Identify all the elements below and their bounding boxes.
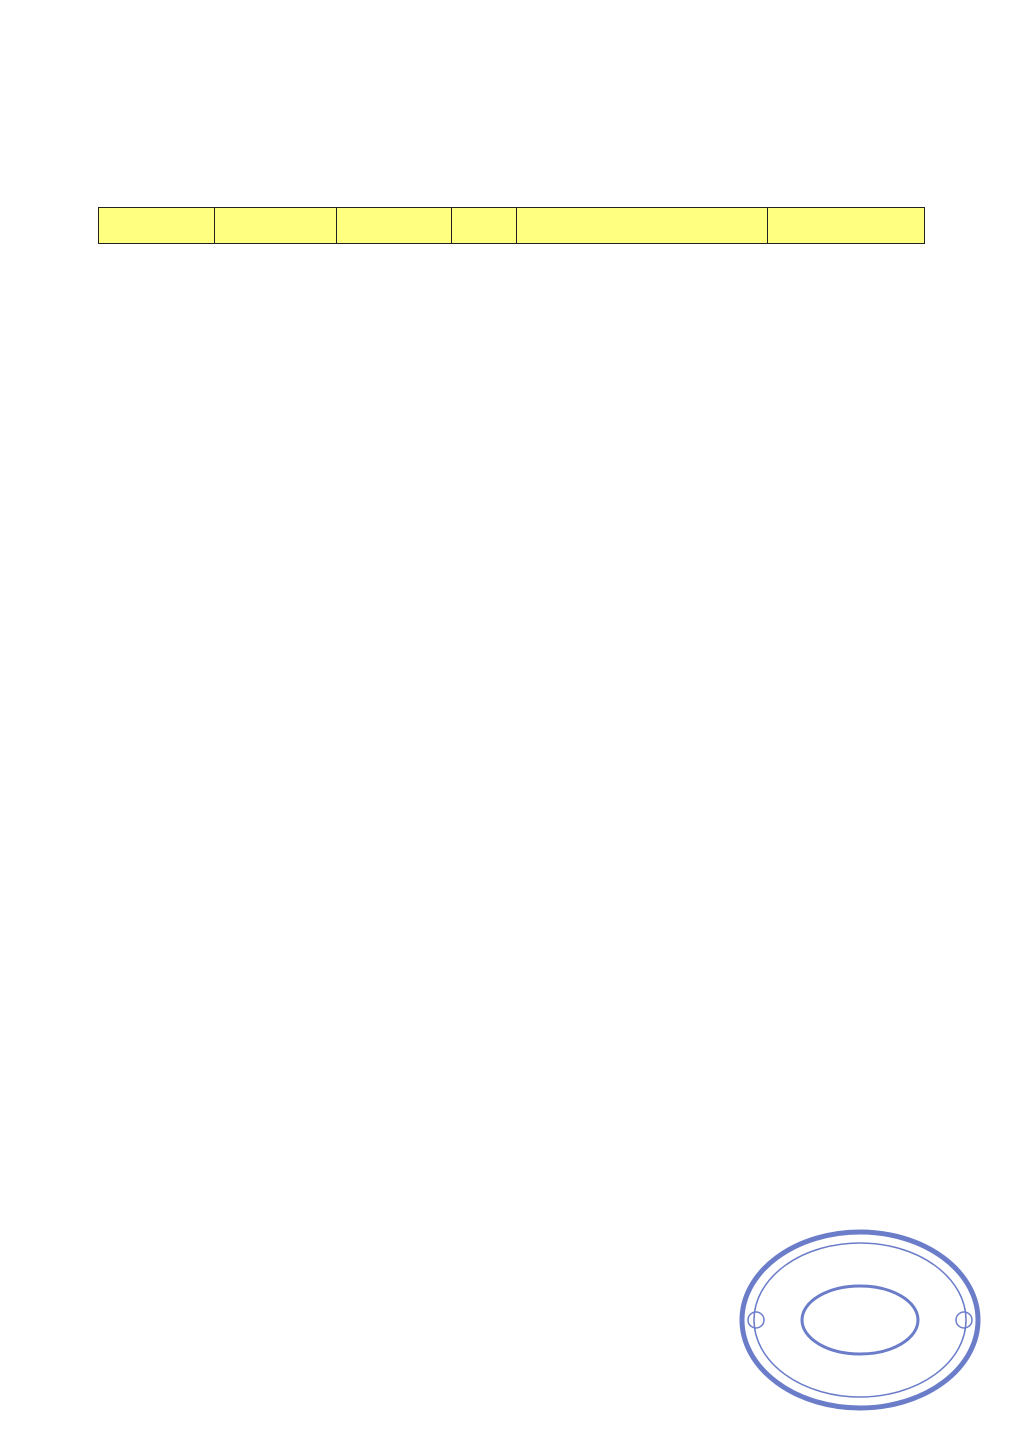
- column-header-gender: [452, 208, 517, 244]
- office-seal-stamp: [736, 1222, 984, 1418]
- column-header-name: [337, 208, 452, 244]
- table-header-row: [99, 208, 925, 244]
- column-header-school: [517, 208, 768, 244]
- column-header-temp-seat: [215, 208, 337, 244]
- column-header-class: [99, 208, 215, 244]
- column-header-id-number: [768, 208, 925, 244]
- class-roster-table: [98, 207, 925, 244]
